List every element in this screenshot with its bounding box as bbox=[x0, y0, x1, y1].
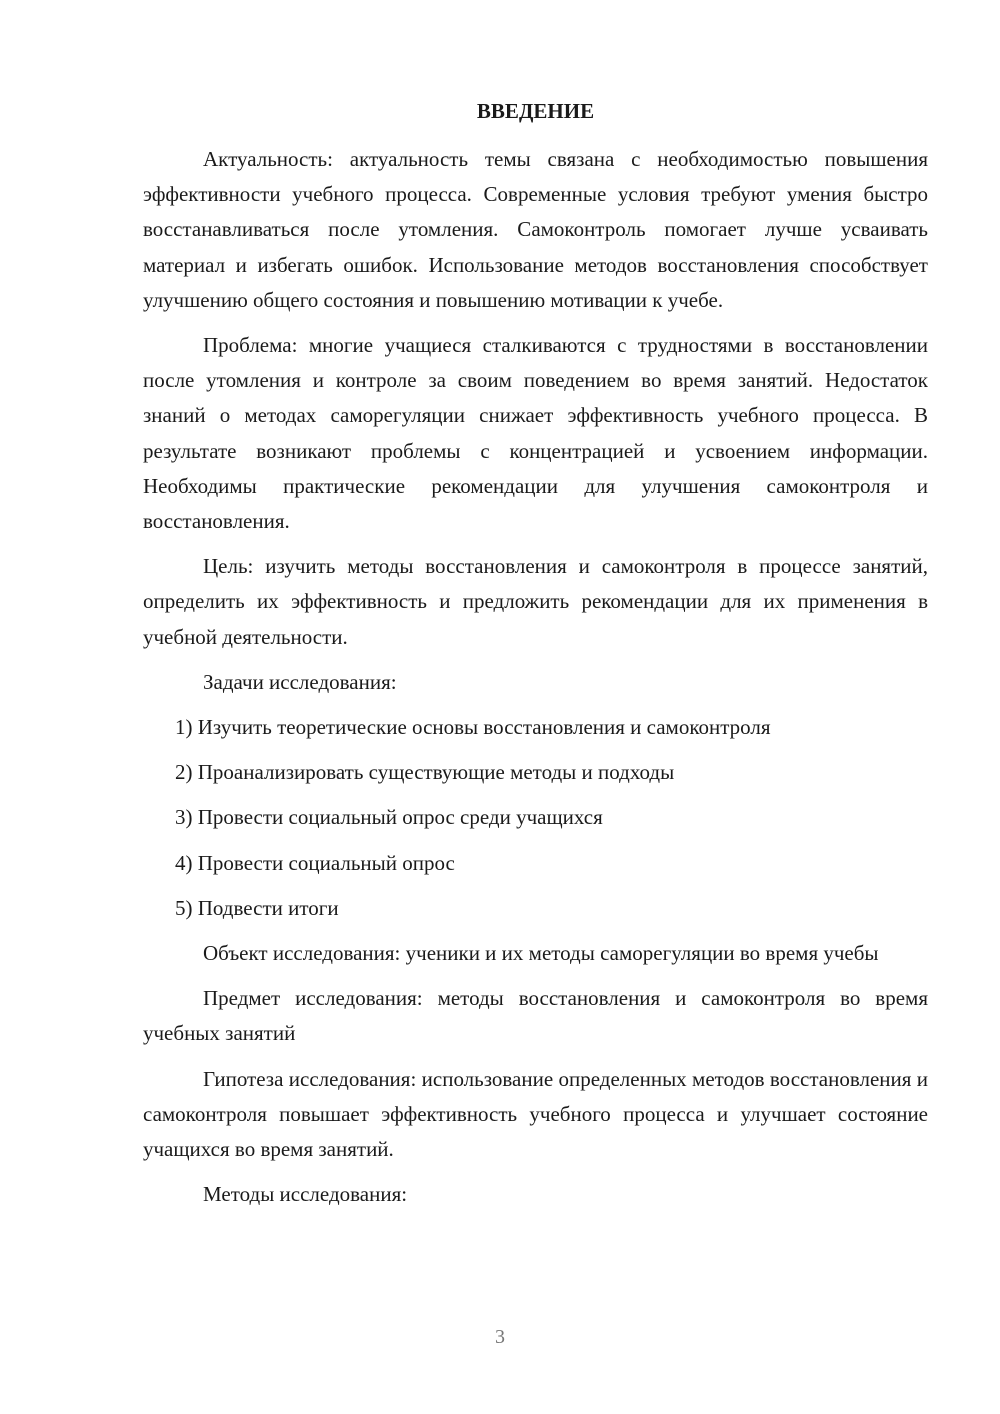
paragraph-tasks-title: Задачи исследования: bbox=[203, 669, 397, 694]
paragraph-object: Объект исследования: ученики и их методы саморегуляции во время учебы bbox=[203, 941, 879, 966]
paragraph-relevance: Актуальность: актуальность темы связана с необходимостью повышения эффективности учебного процесса. Современные условия требуют умения быстро восстанавливаться после утомления. Самоконтроль помогает лучше усваивать материал и избегать ошибок. Использование методов восстановления способствует улучшению общего состояния и повышению мотивации к учебе. bbox=[143, 147, 928, 312]
list-item: 5) Подвести итоги bbox=[175, 895, 339, 920]
list-item: 3) Провести социальный опрос среди учащихся bbox=[175, 805, 603, 830]
page-number: 3 bbox=[495, 1326, 505, 1348]
paragraph-hypothesis: Гипотеза исследования: использование определенных методов восстановления и самоконтроля повышает эффективность учебного процесса и улучшает состояние учащихся во время занятий. bbox=[143, 1066, 928, 1162]
list-item: 2) Проанализировать существующие методы и подходы bbox=[175, 760, 675, 785]
paragraph-methods-title: Методы исследования: bbox=[203, 1182, 408, 1207]
list-item: 1) Изучить теоретические основы восстановления и самоконтроля bbox=[175, 715, 771, 740]
tasks-list bbox=[143, 710, 928, 926]
page-title: ВВЕДЕНИЕ bbox=[476, 99, 595, 123]
paragraph-subject: Предмет исследования: методы восстановления и самоконтроля во время учебных занятий bbox=[143, 986, 928, 1046]
paragraph-problem: Проблема: многие учащиеся сталкиваются с трудностями в восстановлении после утомления и контроле за своим поведением во время занятий. Недостаток знаний о методах саморегуляции снижает эффективность учебного процесса. В результате возникают проблемы с концентрацией и усвоением информации. Необходимы практические рекомендации для улучшения самоконтроля и восстановления. bbox=[143, 333, 928, 534]
list-item: 4) Провести социальный опрос bbox=[175, 850, 455, 875]
document-body bbox=[143, 142, 928, 1212]
paragraph-goal: Цель: изучить методы восстановления и самоконтроля в процессе занятий, определить их эффективность и предложить рекомендации для их применения в учебной деятельности. bbox=[143, 554, 928, 649]
